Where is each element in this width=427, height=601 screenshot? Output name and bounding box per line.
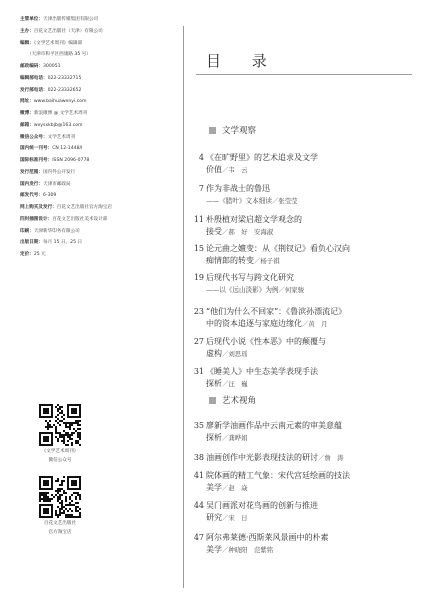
toc-entry-text <box>206 214 418 238</box>
masthead-label: 国际标准刊号 <box>20 158 48 163</box>
masthead-row <box>20 96 188 108</box>
masthead-colon: ： <box>29 28 34 34</box>
section-label: 文学观察 <box>222 126 257 136</box>
masthead-colon: ： <box>29 111 34 116</box>
masthead-info <box>20 14 188 261</box>
toc-entry-title: 《在旷野里》的艺术追求及文学 <box>206 153 318 162</box>
masthead-row <box>20 14 188 26</box>
masthead-value: 百花文艺出版社（天津）有限公司 <box>33 28 103 34</box>
masthead-row <box>20 38 188 50</box>
toc-entry-title: 吴门画派对花鸟画的创新与推进 <box>206 501 318 510</box>
masthead-value: 百花文艺出版社官方淘宝店 <box>56 205 112 210</box>
toc-page-number: 47 <box>193 533 204 542</box>
toc-entry-line2 <box>206 482 418 494</box>
toc-page-number: 15 <box>193 244 204 253</box>
masthead-row <box>20 143 188 155</box>
toc-entry-line2 <box>206 544 418 556</box>
toc-title-rule <box>196 74 412 75</box>
toc-entry-subtitle: 价值 <box>206 165 222 174</box>
masthead-colon: ： <box>38 17 43 22</box>
toc-page-number: 7 <box>198 184 204 193</box>
toc-entry-text <box>206 470 418 494</box>
masthead-colon: ： <box>42 87 48 93</box>
toc-page-number: 27 <box>193 337 204 346</box>
masthead-label: 微博 <box>20 111 30 116</box>
toc-entry-author: ／宋 日 <box>222 514 248 522</box>
masthead-row <box>20 202 188 214</box>
masthead-row <box>20 249 188 261</box>
masthead-value: 《文学艺术周刊》编辑部 <box>33 40 83 46</box>
toc-entry-subtitle: 接受 <box>206 227 222 236</box>
toc-entry-text <box>206 272 418 296</box>
toc-title: 目 录 <box>206 52 280 70</box>
toc-entry-text <box>206 243 418 267</box>
masthead-value: www.baihuawenyi.com <box>33 99 87 105</box>
toc-entry-title: 论元曲之嬗变：从《荆钗记》看负心汉向 <box>206 244 350 253</box>
masthead-value: 022-23332715 <box>47 75 82 81</box>
masthead-value: 每月 15 日、25 日 <box>43 240 83 246</box>
qr-code-icon <box>39 404 81 446</box>
toc-entry-line2 <box>206 164 418 176</box>
toc-entry-subtitle: 美学 <box>206 545 222 554</box>
masthead-row <box>20 61 188 73</box>
masthead-label: 编辑 <box>20 40 30 46</box>
toc-entry-subtitle: 探析 <box>206 379 222 388</box>
masthead-value: （天津市和平区西康路 35 号） <box>27 52 91 58</box>
masthead-row <box>20 167 188 179</box>
section-square-icon <box>209 397 216 404</box>
toc-page-number: 23 <box>193 307 204 316</box>
masthead-colon: ： <box>29 122 34 128</box>
section-label: 艺术视角 <box>222 396 257 406</box>
toc-entry-subtitle: 研究 <box>206 513 222 522</box>
toc-entry-text <box>206 336 418 360</box>
masthead-colon: ： <box>47 146 53 152</box>
masthead-colon: ： <box>52 205 57 210</box>
toc-entry-author: ／郝 好 安海淑 <box>222 228 274 236</box>
toc-entry-line2 <box>206 512 418 524</box>
toc-entry-line2 <box>206 195 418 207</box>
masthead-colon: ： <box>38 169 43 175</box>
toc-entry-text <box>206 532 418 556</box>
toc-entry-subtitle: 中的资本追逐与家庭边缘化 <box>206 319 302 328</box>
toc-entry-author: ／赵 焱 <box>222 484 248 492</box>
masthead-row <box>20 214 188 226</box>
toc-entry-title: “他们为什么不回家”：《鲁滨孙漂流记》 <box>206 307 347 316</box>
toc-entry-line2 <box>206 378 418 390</box>
masthead-colon: ： <box>47 158 53 163</box>
toc-entry-subtitle: 虚构 <box>206 349 222 358</box>
masthead-label: 网址 <box>20 99 30 105</box>
toc-entry-title: 《睡美人》中生态美学表现手法 <box>206 367 318 376</box>
toc-entry-author: ／杨子祺 <box>254 257 280 265</box>
section-header-art-perspective <box>209 394 256 406</box>
toc-entry-author: ／詹 涛 <box>318 454 344 462</box>
toc-entry-title: 后现代书写与跨文化研究 <box>206 273 294 282</box>
masthead-colon: ： <box>29 228 34 234</box>
toc-page-number: 38 <box>193 453 204 462</box>
toc-entry-author: ／汪 巍 <box>222 380 248 388</box>
masthead-value: 天津新华印务有限公司 <box>33 228 80 234</box>
toc-entry-author: ／刘思瑶 <box>222 350 248 358</box>
toc-entry-subtitle: 美学 <box>206 483 222 492</box>
masthead-label: 发行范围 <box>20 169 39 175</box>
masthead-value: 天津市邮政局 <box>43 181 71 187</box>
toc-entry-text <box>206 183 418 207</box>
toc-entry-subtitle: 探析 <box>206 433 222 442</box>
masthead-colon: ： <box>38 240 43 246</box>
toc-entry-author: ／韦 云 <box>222 166 248 174</box>
masthead-label: 定价 <box>20 252 30 257</box>
masthead-label: 印刷 <box>20 228 30 234</box>
masthead-label: 邮发代号 <box>20 193 39 199</box>
masthead-value: 新浪微博 @ 文学艺术周刊 <box>33 111 88 116</box>
toc-entry-title: 廖新学油画作品中云南元素的审美意蕴 <box>206 421 342 430</box>
toc-entry-text <box>206 452 418 464</box>
masthead-row <box>20 26 188 38</box>
toc-entry-author: ／黄 月 <box>302 320 328 328</box>
toc-entry-text <box>206 420 418 444</box>
masthead-label: 国内发行 <box>20 181 39 187</box>
masthead-row <box>20 132 188 144</box>
toc-entry-title: 朴殷植对梁启超文学观念的 <box>206 215 302 224</box>
masthead-colon: ： <box>42 134 48 140</box>
masthead-row <box>20 190 188 202</box>
toc-entry-title: 院体画的精工气象：宋代宫廷绘画的技法 <box>206 471 350 480</box>
masthead-row <box>20 85 188 97</box>
masthead-row <box>20 226 188 238</box>
masthead-colon: ： <box>38 64 43 69</box>
masthead-colon: ： <box>29 40 34 46</box>
toc-entry-author: ／种晓阳 范紫铭 <box>222 546 274 554</box>
toc-entry-author: ／何家骏 <box>278 286 305 294</box>
masthead-value: 文学艺术周刊 <box>47 134 76 140</box>
toc-entry-text <box>206 500 418 524</box>
masthead-value: ISSN 2096-0778 <box>52 158 90 163</box>
toc-page-number: 41 <box>193 471 204 480</box>
toc-page-number: 11 <box>193 215 204 224</box>
toc-entry-line2 <box>206 348 418 360</box>
toc-page-number: 4 <box>198 153 204 162</box>
toc-entry-title: 后现代小说《性本恶》中的颠覆与 <box>206 337 326 346</box>
column-divider <box>183 26 184 588</box>
masthead-value: 022-23332652 <box>47 87 82 93</box>
toc-entry-author: ／龚晔娟 <box>222 434 248 442</box>
masthead-colon: ： <box>29 99 34 105</box>
qr-code-icon <box>39 476 81 518</box>
masthead-label: 网上购买及发行 <box>20 205 53 210</box>
masthead-colon: ： <box>29 252 34 257</box>
toc-entry-line2 <box>206 284 418 296</box>
masthead-value: 6-309 <box>43 193 57 199</box>
qr-caption: 官方淘宝店 <box>48 530 72 535</box>
masthead-label: 主管单位 <box>20 17 39 22</box>
masthead-label: 主办 <box>20 28 30 34</box>
toc-entry-text <box>206 306 418 330</box>
toc-entry-title: 油画创作中光影表现技法的研讨 <box>206 453 318 462</box>
toc-entry-line2 <box>206 226 418 238</box>
toc-page-number: 35 <box>193 421 204 430</box>
masthead-row <box>20 155 188 167</box>
toc-entry-line2 <box>206 432 418 444</box>
qr-block-wechat <box>30 404 90 464</box>
qr-caption: 微信公众号 <box>48 458 72 463</box>
toc-entry-text <box>206 366 418 390</box>
masthead-label: 编辑部电话 <box>20 75 43 81</box>
masthead-label: 邮政编码 <box>20 64 39 69</box>
masthead-value: 百花文艺出版社美术设计部 <box>52 216 108 222</box>
qr-caption: 《文学艺术周刊》 <box>41 449 79 454</box>
masthead-value: 300051 <box>43 64 61 69</box>
toc-page-number: 19 <box>193 273 204 282</box>
masthead-colon: ： <box>42 75 48 81</box>
qr-caption: 百花文艺出版社 <box>43 521 77 526</box>
masthead-value: 天津出版传媒集团有限公司 <box>43 17 99 22</box>
masthead-label: 出版日期 <box>20 240 39 246</box>
masthead-row <box>20 179 188 191</box>
masthead-label: 邮箱 <box>20 122 30 128</box>
masthead-label: 发行部电话 <box>20 87 43 93</box>
masthead-label: 微信公众号 <box>20 134 43 140</box>
toc-entry-subtitle: 痴情郎的转变 <box>206 256 254 265</box>
masthead-label: 国内统一刊号 <box>20 146 48 152</box>
section-square-icon <box>209 127 216 134</box>
masthead-value: 国内外公开发行 <box>43 169 76 175</box>
masthead-row <box>20 73 188 85</box>
masthead-row <box>20 108 188 120</box>
masthead-colon: ： <box>38 181 43 187</box>
masthead-row <box>20 237 188 249</box>
masthead-colon: ： <box>38 193 43 199</box>
toc-entry-subtitle: ——以《远山淡影》为例 <box>206 286 279 294</box>
toc-page-number: 31 <box>193 367 204 376</box>
masthead-row <box>20 120 188 132</box>
section-header-literary-observation <box>209 124 256 136</box>
toc-page-number: 44 <box>193 501 204 510</box>
masthead-value: 25 元 <box>33 252 46 257</box>
masthead-colon: ： <box>47 216 53 222</box>
masthead-row <box>20 49 188 61</box>
toc-entry-line2 <box>206 318 418 330</box>
toc-entry-line2 <box>206 255 418 267</box>
qr-block-taobao <box>30 476 90 536</box>
toc-entry-author: ／张莹莹 <box>271 197 298 205</box>
toc-entry-title: 作为非战士的鲁迅 <box>206 184 270 193</box>
toc-entry-title: 阿尔弗莱德·西斯莱风景画中的朴素 <box>206 533 329 542</box>
masthead-value: CN 12-1448/I <box>52 146 83 152</box>
masthead-label: 四封插图设计 <box>20 216 48 222</box>
masthead-value: wxysxkbjb@163.com <box>33 122 83 128</box>
toc-entry-subtitle: ——《腊叶》文本细读 <box>206 197 272 205</box>
toc-entry-text <box>206 152 418 176</box>
